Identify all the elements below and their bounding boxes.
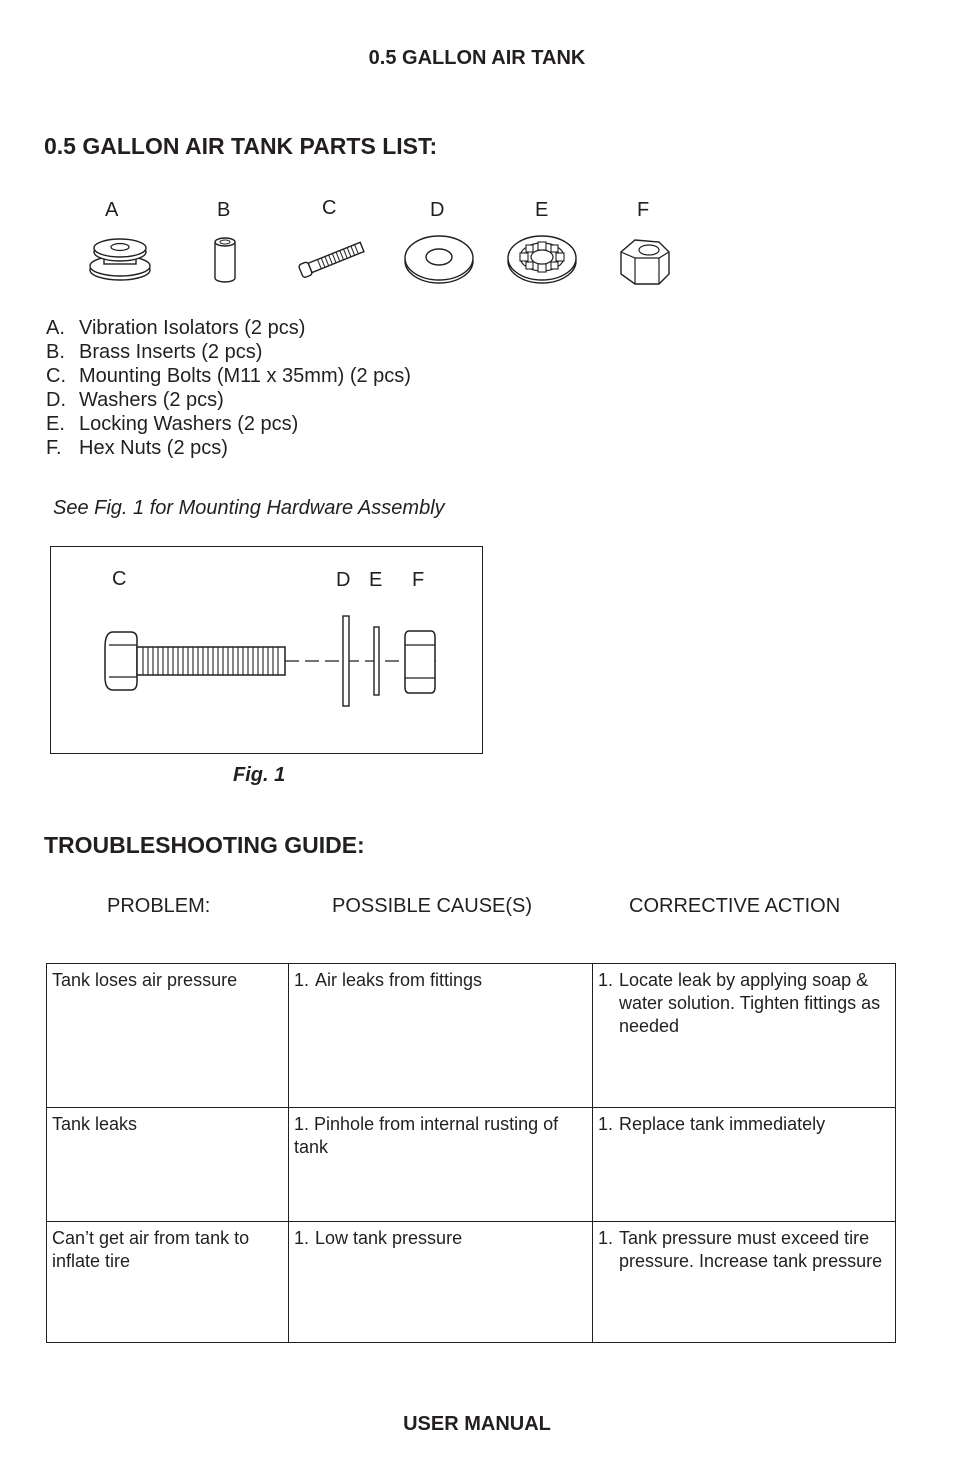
cause-cell [289, 1108, 593, 1222]
cause-text: Pinhole from internal rusting of tank [294, 1114, 559, 1157]
locking-washer-icon [506, 228, 578, 288]
figure-1 [50, 546, 483, 754]
parts-list-item [46, 388, 411, 412]
cause-text: Air leaks from fittings [315, 970, 483, 990]
table-row [47, 1108, 896, 1222]
parts-item-letter: C. [46, 365, 66, 387]
parts-list-title: 0.5 GALLON AIR TANK PARTS LIST: [44, 133, 438, 159]
parts-item-text: Vibration Isolators (2 pcs) [79, 317, 306, 339]
action-cell [593, 1222, 896, 1343]
column-header-problem: PROBLEM: [107, 895, 211, 917]
action-text: Replace tank immediately [619, 1114, 826, 1134]
action-text: Tank pressure must exceed tire pressure. Increase tank pressure [619, 1228, 883, 1271]
parts-list-item [46, 340, 411, 364]
bolt-head-icon [105, 632, 137, 690]
figure-note: See Fig. 1 for Mounting Hardware Assembly [53, 497, 445, 519]
part-letter-b: B [217, 199, 231, 221]
parts-item-letter: B. [46, 341, 65, 363]
cause-number: 1. [294, 1114, 310, 1134]
parts-list-item [46, 412, 411, 436]
part-letter-d: D [430, 199, 445, 221]
assembly-diagram [51, 547, 482, 753]
fig-label-washer: D [336, 569, 351, 591]
parts-list-item [46, 436, 411, 460]
washer-icon [403, 228, 475, 288]
mounting-bolt-icon [296, 228, 368, 288]
troubleshooting-table [46, 963, 896, 1343]
lock-washer-profile [374, 627, 379, 695]
parts-item-letter: F. [46, 437, 62, 459]
parts-item-text: Hex Nuts (2 pcs) [79, 437, 228, 459]
vibration-isolator-icon [84, 228, 156, 288]
cause-number: 1. [294, 1228, 310, 1248]
problem-cell: Can’t get air from tank to inflate tire [47, 1222, 289, 1343]
parts-list [46, 316, 411, 460]
action-number: 1. [598, 1228, 614, 1248]
problem-cell: Tank loses air pressure [47, 964, 289, 1108]
brass-insert-icon [211, 228, 239, 288]
fig-label-bolt: C [112, 568, 127, 590]
column-header-action: CORRECTIVE ACTION [629, 895, 841, 917]
part-letter-a: A [105, 199, 119, 221]
parts-item-letter: D. [46, 389, 66, 411]
action-cell [593, 1108, 896, 1222]
cause-text-block [294, 1113, 587, 1159]
parts-item-text: Locking Washers (2 pcs) [79, 413, 299, 435]
fig-label-lock-washer: E [369, 569, 383, 591]
parts-item-text: Brass Inserts (2 pcs) [79, 341, 263, 363]
parts-item-text: Mounting Bolts (M11 x 35mm) (2 pcs) [79, 365, 411, 387]
parts-item-letter: A. [46, 317, 65, 339]
table-row [47, 1222, 896, 1343]
parts-list-item [46, 316, 411, 340]
part-letter-f: F [637, 199, 650, 221]
hex-nut-icon [615, 228, 673, 288]
parts-list-item [46, 364, 411, 388]
action-number: 1. [598, 1114, 614, 1134]
cause-text: Low tank pressure [315, 1228, 463, 1248]
troubleshooting-title: TROUBLESHOOTING GUIDE: [44, 832, 365, 858]
parts-item-letter: E. [46, 413, 65, 435]
action-number: 1. [598, 970, 614, 990]
nut-profile [405, 631, 435, 693]
cause-cell [289, 964, 593, 1108]
action-text: Locate leak by applying soap & water solution. Tighten fittings as needed [619, 970, 881, 1036]
figure-caption: Fig. 1 [233, 764, 286, 786]
part-letter-e: E [535, 199, 549, 221]
washer-profile [343, 616, 349, 706]
column-header-cause: POSSIBLE CAUSE(S) [332, 895, 533, 917]
cause-cell [289, 1222, 593, 1343]
problem-cell: Tank leaks [47, 1108, 289, 1222]
parts-item-text: Washers (2 pcs) [79, 389, 224, 411]
part-letter-c: C [322, 197, 337, 219]
page-header: 0.5 GALLON AIR TANK [368, 47, 586, 69]
page-footer: USER MANUAL [403, 1413, 551, 1435]
cause-number: 1. [294, 970, 310, 990]
action-cell [593, 964, 896, 1108]
fig-label-nut: F [412, 569, 425, 591]
table-row [47, 964, 896, 1108]
